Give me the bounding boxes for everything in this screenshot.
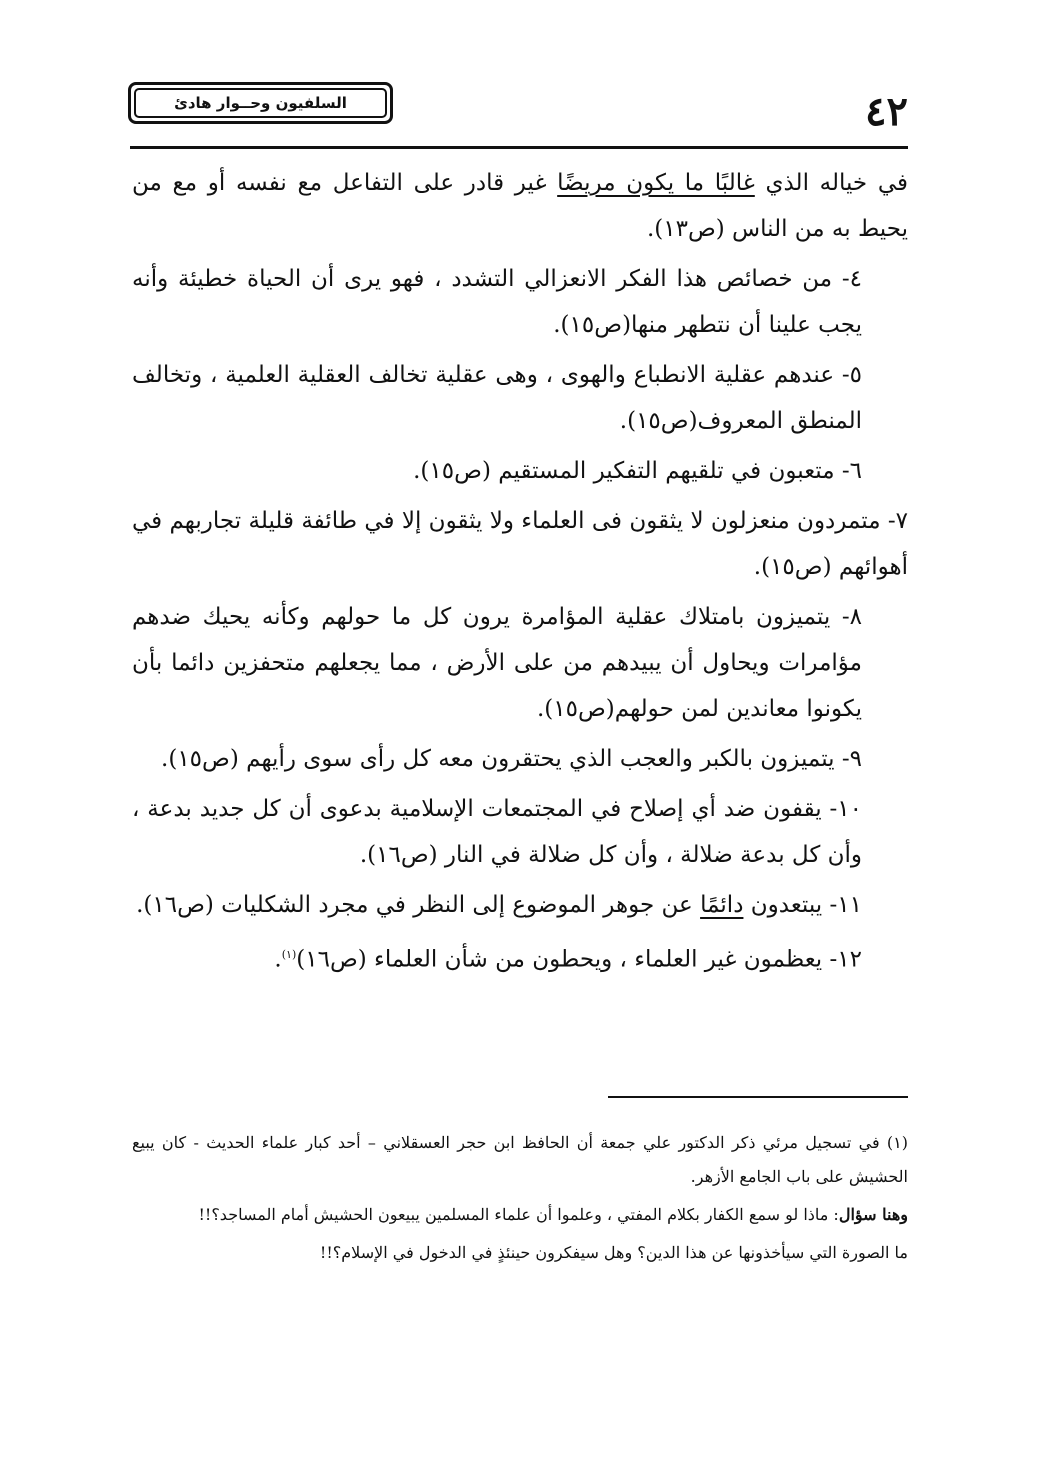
underlined-phrase: دائمًا <box>700 892 744 918</box>
list-item-6: ٦- متعبون في تلقيهم التفكير المستقيم (ص١٥). <box>413 458 862 484</box>
text-span: : ماذا لو سمع الكفار بكلام المفتي ، وعلموا أن علماء المسلمين يبيعون الحشيش أمام المساجد؟!! <box>198 1205 839 1224</box>
header-divider <box>130 146 908 149</box>
main-text <box>132 160 908 987</box>
list-item-8: ٨- يتميزون بامتلاك عقلية المؤامرة يرون كل ما حولهم وكأنه يحيك ضدهم مؤامرات ويحاول أن يبيدهم من على الأرض ، مما يجعلهم متحفزين دائما بأن يكونوا معاندين لمن حولهم(ص١٥). <box>132 604 862 722</box>
text-span: عن جوهر الموضوع إلى النظر في مجرد الشكليات (ص١٦). <box>136 892 701 918</box>
list-item-5: ٥- عندهم عقلية الانطباع والهوى ، وهى عقلية تخالف العقلية العلمية ، وتخالف المنطق المعروف(ص١٥). <box>132 362 862 434</box>
footnote-divider <box>608 1096 908 1098</box>
list-item-9: ٩- يتميزون بالكبر والعجب الذي يحتقرون معه كل رأى سوى رأيهم (ص١٥). <box>161 746 862 772</box>
text-span: غير قادر على التفاعل مع نفسه أو مع من يحيط به من الناس (ص١٣). <box>132 170 908 242</box>
list-item-4: ٤- من خصائص هذا الفكر الانعزالي التشدد ، فهو يرى أن الحياة خطيئة وأنه يجب علينا أن نتطهر منها(ص١٥). <box>132 266 862 338</box>
underlined-phrase: غالبًا ما يكون مريضًا <box>557 170 755 196</box>
footnotes <box>132 1126 908 1274</box>
running-title: السلفيون وحــوار هادئ <box>134 88 387 118</box>
text-span: . <box>274 946 282 973</box>
list-item-7: ٧- متمردون منعزلون لا يثقون فى العلماء ولا يثقون إلا في طائفة قليلة تجاربهم في أهوائهم (ص١٥). <box>132 508 908 580</box>
text-span: ١٢- يعظمون غير العلماء ، ويحطون من شأن العلماء (ص١٦) <box>296 946 862 973</box>
footnote-bold-lead: وهنا سؤال <box>838 1205 908 1224</box>
footnote-marker: (١) <box>281 948 297 961</box>
footnote-1: (١) في تسجيل مرئي ذكر الدكتور علي جمعة أن الحافظ ابن حجر العسقلاني – أحد كبار علماء الحديث - كان يبيع الحشيش على باب الجامع الأزهر. <box>132 1133 908 1186</box>
text-span: ١١- يبتعدون <box>743 892 862 918</box>
text-span: في خياله الذي <box>754 170 909 196</box>
list-item-12 <box>132 932 908 983</box>
paragraph-continuation <box>132 160 908 252</box>
footnote-question <box>132 1198 908 1232</box>
list-item-11 <box>132 882 908 928</box>
page-number: ٤٢ <box>865 88 908 135</box>
running-title-frame <box>128 82 393 124</box>
footnote-question-2: ما الصورة التي سيأخذونها عن هذا الدين؟ وهل سيفكرون حينئذٍ في الدخول في الإسلام؟!! <box>319 1243 908 1262</box>
list-item-10: ١٠- يقفون ضد أي إصلاح في المجتمعات الإسلامية بدعوى أن كل جديد بدعة ، وأن كل بدعة ضلالة ، وأن كل ضلالة في النار (ص١٦). <box>132 796 862 868</box>
